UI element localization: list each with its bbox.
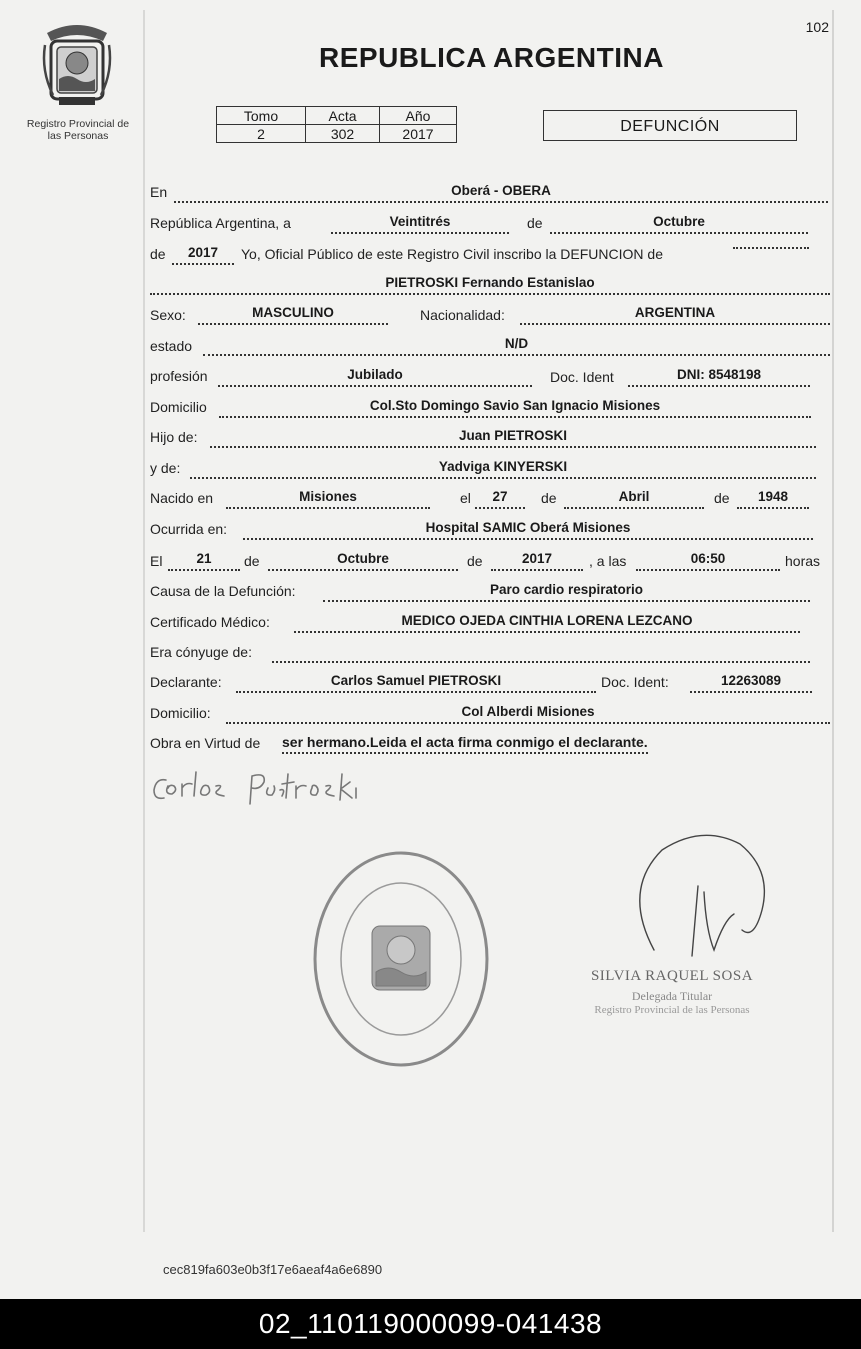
label-de-3: de bbox=[541, 490, 557, 506]
label-hijo-de: Hijo de: bbox=[150, 429, 198, 445]
document-title: REPUBLICA ARGENTINA bbox=[319, 42, 664, 73]
field-nacido-lugar: Misiones bbox=[226, 489, 430, 509]
label-obra: Obra en Virtud de bbox=[150, 735, 261, 751]
anio-header: Año bbox=[380, 107, 457, 125]
field-blank-a bbox=[733, 245, 809, 249]
label-yo-oficial: Yo, Oficial Público de este Registro Civil inscribo la DEFUNCION de bbox=[241, 246, 663, 262]
field-conyuge bbox=[272, 643, 810, 663]
label-a-las: , a las bbox=[589, 553, 627, 569]
page-edge-right bbox=[832, 10, 834, 1232]
label-estado: estado bbox=[150, 338, 193, 354]
label-sexo: Sexo: bbox=[150, 307, 186, 323]
field-nombre: PIETROSKI Fernando Estanislao bbox=[150, 275, 830, 295]
field-sexo: MASCULINO bbox=[198, 305, 388, 325]
field-def-anio: 2017 bbox=[491, 551, 583, 571]
label-profesion: profesión bbox=[150, 368, 208, 384]
field-nacido-mes: Abril bbox=[564, 489, 704, 509]
org-line-1: Registro Provincial de bbox=[26, 118, 130, 130]
field-nacionalidad: ARGENTINA bbox=[520, 305, 830, 325]
label-domicilio-2: Domicilio: bbox=[150, 705, 211, 721]
field-def-mes: Octubre bbox=[268, 551, 458, 571]
field-declarante: Carlos Samuel PIETROSKI bbox=[236, 673, 596, 693]
label-doc-ident-2: Doc. Ident: bbox=[601, 674, 669, 690]
label-el-cap: El bbox=[150, 553, 163, 569]
field-profesion: Jubilado bbox=[218, 367, 532, 387]
label-declarante: Declarante: bbox=[150, 674, 222, 690]
label-de-4: de bbox=[714, 490, 730, 506]
declarante-signature bbox=[148, 760, 368, 820]
label-de: de bbox=[527, 215, 543, 231]
official-signature bbox=[622, 830, 772, 970]
label-ocurrida-en: Ocurrida en: bbox=[150, 521, 228, 537]
label-certificado: Certificado Médico: bbox=[150, 614, 270, 630]
anio-value: 2017 bbox=[380, 125, 457, 143]
registry-stamp bbox=[310, 848, 492, 1070]
label-conyuge: Era cónyuge de: bbox=[150, 644, 252, 660]
official-title: Delegada Titular bbox=[631, 989, 713, 1003]
record-value-row bbox=[217, 125, 457, 143]
field-certificado: MEDICO OJEDA CINTHIA LORENA LEZCANO bbox=[294, 613, 800, 633]
label-y-de: y de: bbox=[150, 460, 181, 476]
field-estado: N/D bbox=[203, 336, 830, 356]
label-doc-ident: Doc. Ident bbox=[550, 369, 614, 385]
field-obra-virtud: ser hermano.Leida el acta firma conmigo el declarante. bbox=[282, 734, 648, 754]
label-de-5: de bbox=[244, 553, 260, 569]
official-name: SILVIA RAQUEL SOSA bbox=[590, 968, 754, 984]
field-anio: 2017 bbox=[172, 245, 234, 265]
label-republica: República Argentina, a bbox=[150, 215, 291, 231]
tomo-header: Tomo bbox=[217, 107, 306, 125]
label-de-2: de bbox=[150, 246, 166, 262]
field-nacido-anio: 1948 bbox=[737, 489, 809, 509]
field-def-dia: 21 bbox=[168, 551, 240, 571]
label-nacido-en: Nacido en bbox=[150, 490, 214, 506]
label-el: el bbox=[460, 490, 471, 506]
record-number-table bbox=[216, 106, 457, 143]
page-edge-left bbox=[143, 10, 145, 1232]
label-nacionalidad: Nacionalidad: bbox=[420, 307, 505, 323]
field-mes: Octubre bbox=[550, 214, 808, 234]
tomo-value: 2 bbox=[217, 125, 306, 143]
field-causa: Paro cardio respiratorio bbox=[323, 582, 810, 602]
record-header-row bbox=[217, 107, 457, 125]
label-domicilio: Domicilio bbox=[150, 399, 207, 415]
field-declarante-doc: 12263089 bbox=[690, 673, 812, 693]
org-line-2: las Personas bbox=[47, 130, 109, 142]
field-declarante-domicilio: Col Alberdi Misiones bbox=[226, 704, 830, 724]
issuing-organization bbox=[15, 118, 141, 142]
official-stamp-block bbox=[575, 968, 769, 1016]
field-madre: Yadviga KINYERSKI bbox=[190, 459, 816, 479]
field-nacido-dia: 27 bbox=[475, 489, 525, 509]
field-def-hora: 06:50 bbox=[636, 551, 780, 571]
record-type-box: DEFUNCIÓN bbox=[543, 110, 797, 141]
acta-value: 302 bbox=[306, 125, 380, 143]
document-hash: cec819fa603e0b3f17e6aeaf4a6e6890 bbox=[163, 1262, 383, 1277]
page-number: 102 bbox=[805, 19, 829, 35]
label-en: En bbox=[150, 184, 168, 200]
field-doc-ident: DNI: 8548198 bbox=[628, 367, 810, 387]
field-dia-letras: Veintitrés bbox=[331, 214, 509, 234]
document-id-bar: 02_110119000099-041438 bbox=[0, 1299, 861, 1349]
field-localidad: Oberá - OBERA bbox=[174, 183, 828, 203]
official-organization: Registro Provincial de las Personas bbox=[594, 1004, 750, 1016]
label-horas: horas bbox=[785, 553, 821, 569]
field-domicilio: Col.Sto Domingo Savio San Ignacio Misiones bbox=[219, 398, 811, 418]
label-de-6: de bbox=[467, 553, 483, 569]
field-ocurrida-lugar: Hospital SAMIC Oberá Misiones bbox=[243, 520, 813, 540]
label-causa: Causa de la Defunción: bbox=[150, 583, 296, 599]
acta-header: Acta bbox=[306, 107, 380, 125]
field-padre: Juan PIETROSKI bbox=[210, 428, 816, 448]
